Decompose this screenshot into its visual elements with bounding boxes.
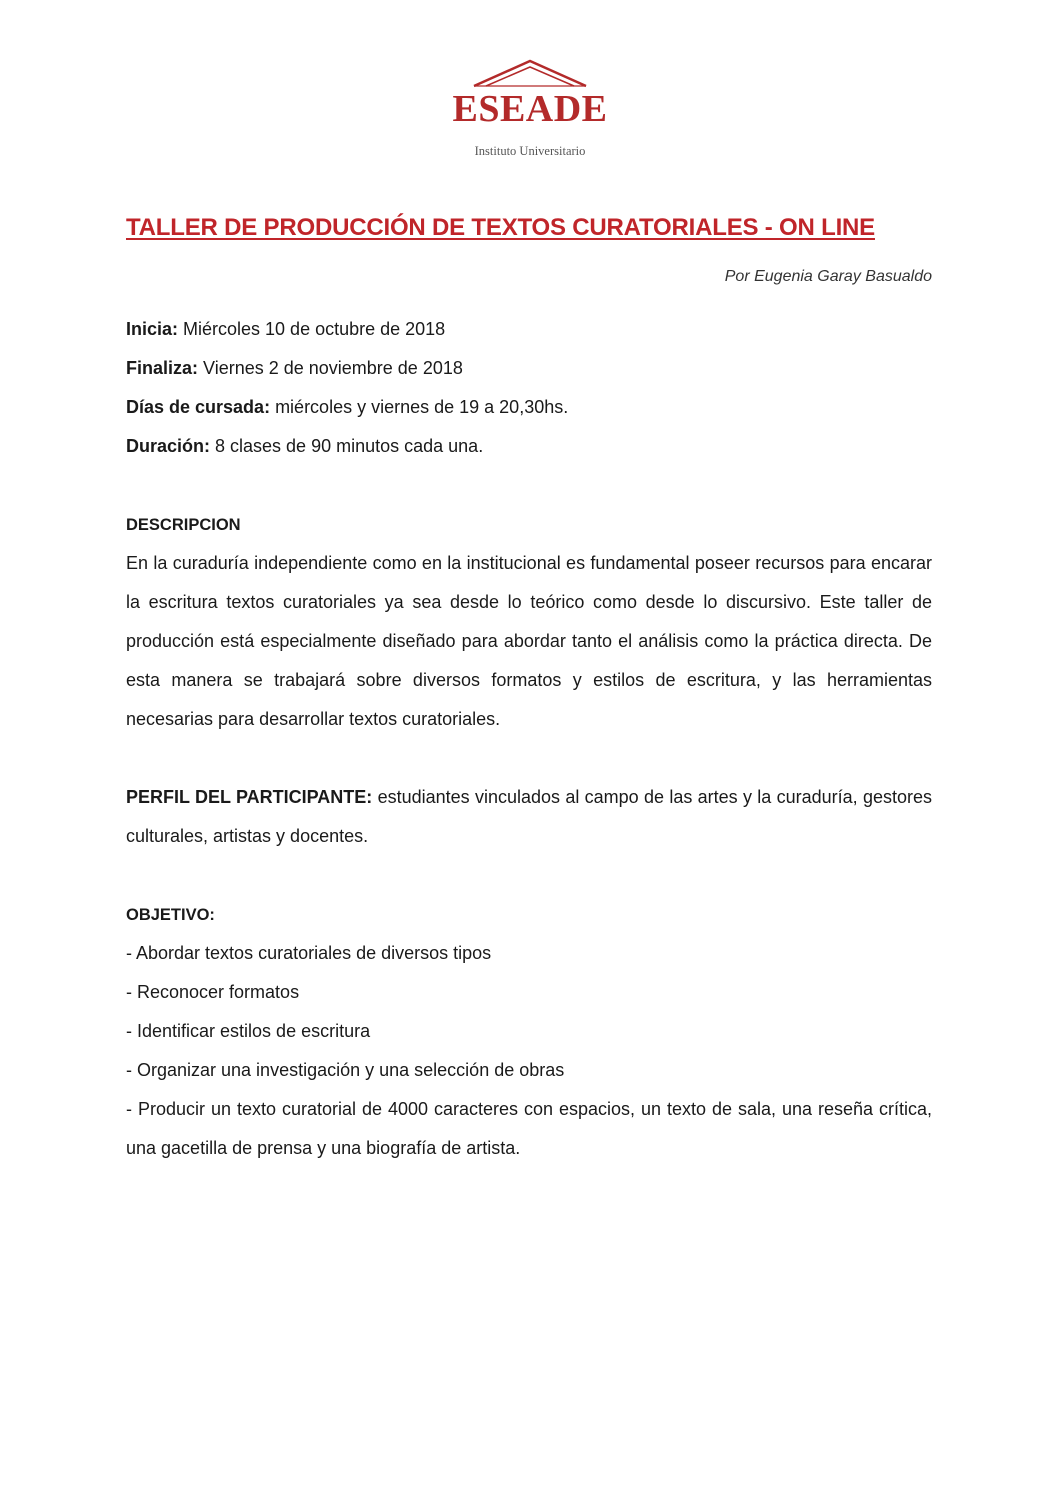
info-value: miércoles y viernes de 19 a 20,30hs. — [270, 397, 569, 417]
info-label: Finaliza: — [126, 358, 199, 378]
author: Por Eugenia Garay Basualdo — [724, 268, 932, 285]
objective-item: - Abordar textos curatoriales de diversos tipos — [126, 943, 492, 963]
objective-heading: OBJETIVO: — [126, 906, 215, 924]
logo-name: ESEADE — [452, 88, 608, 130]
description-text: En la curaduría independiente como en la institucional es fundamental poseer recursos para encarar la escritura textos curatoriales ya sea desde lo teórico como desde lo discursivo. Este taller de producción está especialmente diseñado para abordar tanto el análisis como la práctica directa. De esta manera se trabajará sobre diversos formatos y estilos de escritura, y las herramientas necesarias para desarrollar textos curatoriales. — [126, 553, 932, 729]
info-value: Miércoles 10 de octubre de 2018 — [178, 319, 446, 339]
objective-list — [126, 934, 932, 1168]
objective-item: - Identificar estilos de escritura — [126, 1021, 371, 1041]
info-value: Viernes 2 de noviembre de 2018 — [198, 358, 463, 378]
info-label: Inicia: — [126, 319, 179, 339]
profile-paragraph — [126, 778, 932, 856]
info-start — [126, 318, 445, 340]
info-duration — [126, 435, 483, 457]
info-end — [126, 357, 463, 379]
description-heading: DESCRIPCION — [126, 516, 241, 534]
logo-subtitle: Instituto Universitario — [474, 144, 586, 158]
info-label: Duración: — [126, 436, 211, 456]
page-title: TALLER DE PRODUCCIÓN DE TEXTOS CURATORIALES - ON LINE — [126, 214, 875, 241]
objective-item: - Organizar una investigación y una selección de obras — [126, 1060, 565, 1080]
profile-label: PERFIL DEL PARTICIPANTE: — [126, 787, 373, 807]
roof-logo-icon — [472, 58, 588, 88]
profile-text: estudiantes vinculados al campo de las artes y la curaduría, gestores culturales, artistas y docentes. — [126, 787, 932, 846]
objective-item: - Producir un texto curatorial de 4000 caracteres con espacios, un texto de sala, una reseña crítica, una gacetilla de prensa y una biografía de artista. — [126, 1099, 932, 1158]
info-label: Días de cursada: — [126, 397, 271, 417]
info-value: 8 clases de 90 minutos cada una. — [210, 436, 484, 456]
objective-item: - Reconocer formatos — [126, 982, 300, 1002]
info-days — [126, 396, 568, 418]
eseade-logo — [440, 58, 620, 168]
